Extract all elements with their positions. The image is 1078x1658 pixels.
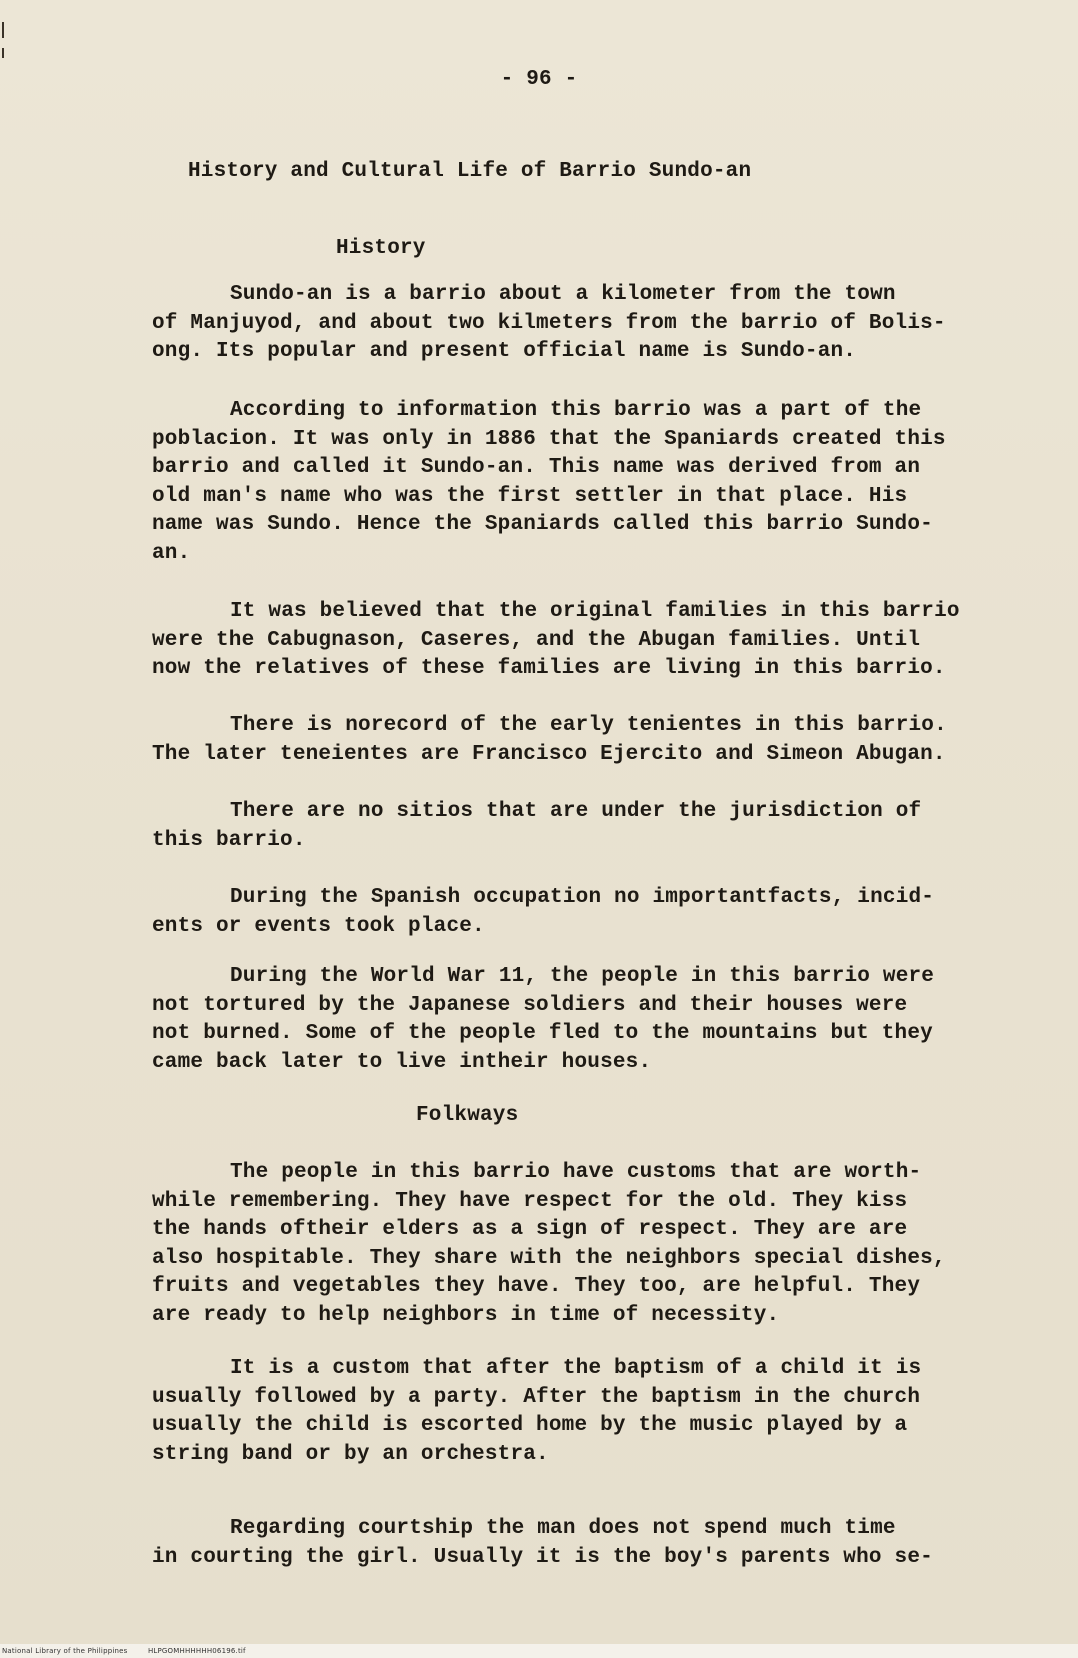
text-line: According to information this barrio was a part of the [230, 399, 922, 422]
text-line: It was believed that the original families in this barrio [230, 600, 960, 623]
paragraph [152, 798, 1012, 855]
paragraph [152, 1355, 1012, 1469]
text-line: ents or events took place. [152, 914, 485, 938]
text-line: were the Cabugnason, Caseres, and the Abugan families. Until [152, 628, 921, 652]
paragraph [152, 397, 1012, 568]
scan-footer [0, 1644, 1078, 1658]
text-line: this barrio. [152, 828, 306, 852]
text-line: During the Spanish occupation no importantfacts, incid- [230, 886, 935, 909]
text-line: not tortured by the Japanese soldiers and their houses were [152, 993, 908, 1017]
text-line: now the relatives of these families are living in this barrio. [152, 657, 946, 680]
text-line: in courting the girl. Usually it is the boy's parents who se- [152, 1545, 933, 1569]
history-heading: History [336, 237, 426, 260]
text-line: ong. Its popular and present official name is Sundo-an. [152, 340, 857, 363]
paragraph [152, 712, 1012, 769]
paragraph [152, 884, 1012, 941]
footer-file: HLPGOMHHHHHH06196.tif [147, 1647, 246, 1655]
text-line: The later teneientes are Francisco Ejercito and Simeon Abugan. [152, 742, 946, 766]
text-line: There is norecord of the early tenientes in this barrio. [230, 714, 947, 737]
text-line: usually the child is escorted home by the music played by a [152, 1414, 908, 1437]
text-line: also hospitable. They share with the neighbors special dishes, [152, 1246, 946, 1270]
text-line: name was Sundo. Hence the Spaniards called this barrio Sundo- [152, 513, 933, 536]
text-line: string band or by an orchestra. [152, 1442, 549, 1466]
page-title: History and Cultural Life of Barrio Sundo-an [188, 160, 752, 183]
paragraph [152, 1159, 1012, 1330]
text-line: poblacion. It was only in 1886 that the Spaniards created this [152, 427, 946, 451]
text-line: came back later to live intheir houses. [152, 1050, 652, 1074]
text-line: During the World War 11, the people in this barrio were [230, 965, 935, 988]
scan-edge-mark [2, 22, 4, 38]
text-line: It is a custom that after the baptism of a child it is [230, 1357, 922, 1380]
text-line: of Manjuyod, and about two kilmeters from the barrio of Bolis- [152, 311, 946, 335]
text-line: Regarding courtship the man does not spend much time [230, 1517, 896, 1540]
text-line: old man's name who was the first settler in that place. His [152, 484, 908, 508]
page-number: - 96 - [500, 68, 578, 91]
text-line: the hands oftheir elders as a sign of respect. They are are [152, 1218, 908, 1241]
paragraph [152, 963, 1012, 1077]
folkways-heading: Folkways [416, 1104, 519, 1127]
scan-edge-mark [2, 48, 4, 58]
text-line: are ready to help neighbors in time of necessity. [152, 1303, 780, 1327]
paragraph [152, 598, 1012, 684]
text-line: usually followed by a party. After the baptism in the church [152, 1385, 921, 1409]
text-line: fruits and vegetables they have. They too, are helpful. They [152, 1275, 921, 1298]
text-line: The people in this barrio have customs that are worth- [230, 1161, 922, 1184]
text-line: There are no sitios that are under the jurisdiction of [230, 800, 922, 823]
text-line: not burned. Some of the people fled to the mountains but they [152, 1022, 933, 1045]
paragraph [152, 281, 1012, 367]
text-line: Sundo-an is a barrio about a kilometer from the town [230, 283, 896, 306]
text-line: barrio and called it Sundo-an. This name was derived from an [152, 456, 921, 479]
text-line: an. [152, 541, 191, 565]
paragraph [152, 1515, 1012, 1572]
footer-library: National Library of the Philippines [2, 1647, 128, 1655]
text-line: while remembering. They have respect for the old. They kiss [152, 1189, 908, 1213]
